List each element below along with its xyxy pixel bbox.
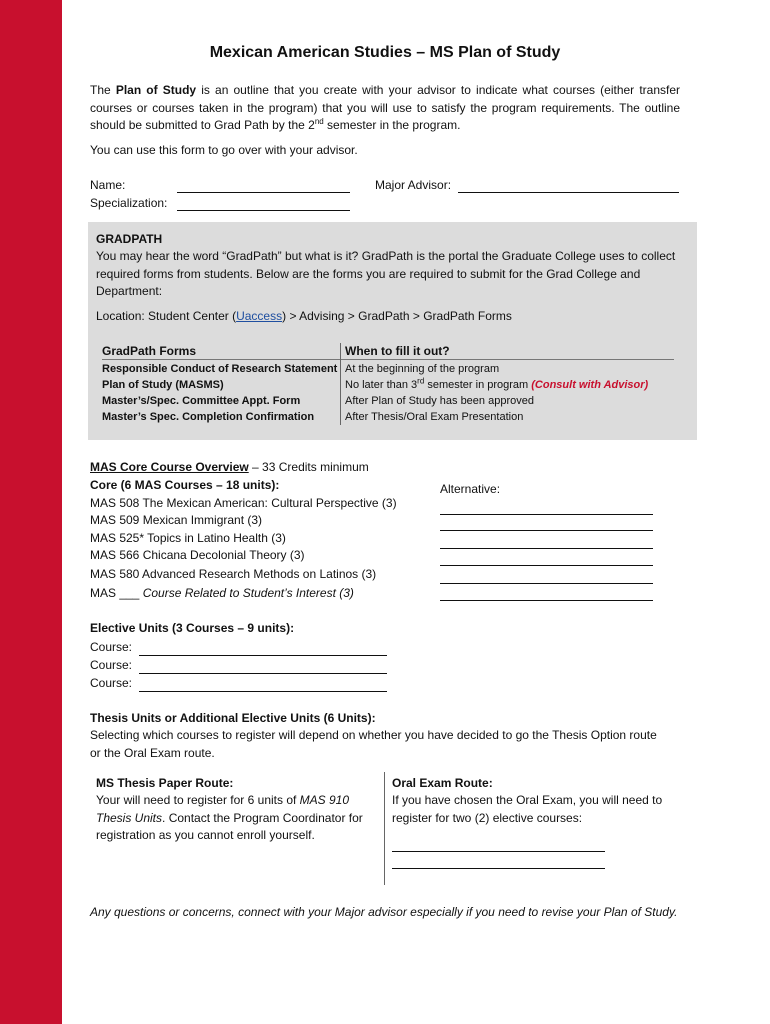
oral-exam-body: If you have chosen the Oral Exam, you will need to register for two (2) elective courses:: [392, 793, 663, 825]
specialization-field[interactable]: [177, 198, 350, 211]
table-cell-when: After Thesis/Oral Exam Presentation: [345, 411, 524, 423]
name-field[interactable]: [177, 180, 350, 193]
core-overview-label: MAS Core Course Overview: [90, 460, 249, 474]
elective-course-field-1[interactable]: [139, 643, 387, 656]
alternative-field-6[interactable]: [440, 586, 653, 601]
elective-course-label: Course:: [90, 676, 133, 690]
interest-pre: MAS ___: [90, 586, 143, 600]
interest-italic: Course Related to Student’s Interest (3): [142, 586, 354, 600]
elective-course-label: Course:: [90, 640, 133, 654]
alternative-field-4[interactable]: [440, 551, 653, 566]
use-form-text: You can use this form to go over with your advisor.: [90, 143, 358, 157]
core-course: MAS 566 Chicana Decolonial Theory (3): [90, 548, 305, 562]
red-side-bar: [0, 0, 62, 1024]
table-cell-when: After Plan of Study has been approved: [345, 395, 534, 407]
core-course: MAS 525* Topics in Latino Health (3): [90, 531, 286, 545]
consult-advisor-note: (Consult with Advisor): [531, 379, 649, 391]
major-advisor-field[interactable]: [458, 180, 679, 193]
alternative-label: Alternative:: [440, 482, 501, 496]
when-pre: No later than 3: [345, 379, 418, 391]
alternative-field-2[interactable]: [440, 516, 653, 531]
table-cell-when: At the beginning of the program: [345, 363, 500, 375]
core-course-interest: [90, 585, 354, 603]
when-mid: semester in program: [424, 379, 532, 391]
table-cell-when: [345, 377, 648, 393]
elective-course-label: Course:: [90, 658, 133, 672]
elective-heading: Elective Units (3 Courses – 9 units):: [90, 621, 295, 635]
table-header-when: When to fill it out?: [345, 344, 450, 358]
table-row: Master’s/Spec. Committee Appt. Form: [102, 395, 301, 407]
paper-post: . Contact the Program Coordinator for registration as you cannot enroll yourself.: [96, 810, 363, 842]
oral-elective-field-1[interactable]: [392, 837, 605, 852]
major-advisor-label: Major Advisor:: [375, 178, 452, 192]
elective-course-field-2[interactable]: [139, 661, 387, 674]
route-divider: [384, 772, 385, 885]
gradpath-location: [96, 308, 512, 326]
footer-note: Any questions or concerns, connect with your Major advisor especially if you need to revise your Plan of Study.: [90, 905, 678, 919]
core-course: MAS 508 The Mexican American: Cultural Perspective (3): [90, 496, 397, 510]
table-row: Plan of Study (MASMS): [102, 379, 224, 391]
oral-exam-heading: Oral Exam Route:: [392, 776, 493, 790]
table-row: Master’s Spec. Completion Confirmation: [102, 411, 315, 423]
table-column-divider: [340, 343, 341, 425]
intro-text-post: semester in the program.: [323, 118, 461, 132]
alternative-field-5[interactable]: [440, 569, 653, 584]
alternative-field-1[interactable]: [440, 500, 653, 515]
paper-italic: MAS 910 Thesis Units: [96, 793, 350, 825]
gradpath-heading: GRADPATH: [96, 232, 163, 246]
intro-sup: nd: [314, 117, 324, 126]
thesis-paper-body: [96, 792, 376, 845]
location-post: ) > Advising > GradPath > GradPath Forms: [282, 309, 512, 323]
core-label: Core (6 MAS Courses – 18 units):: [90, 478, 280, 492]
table-row: Responsible Conduct of Research Statement: [102, 363, 338, 375]
alternative-field-3[interactable]: [440, 534, 653, 549]
intro-bold: Plan of Study: [115, 83, 197, 97]
specialization-label: Specialization:: [90, 196, 168, 210]
thesis-heading: Thesis Units or Additional Elective Units (6 Units):: [90, 711, 376, 725]
thesis-paper-heading: MS Thesis Paper Route:: [96, 776, 234, 790]
intro-text-mid: is an outline that you create with your advisor to indicate what courses (either transfer courses or courses taken in the program) that you will use to satisfy the program requirements. The outline should be submitted to Grad Path by the 2: [90, 83, 680, 132]
oral-elective-field-2[interactable]: [392, 854, 605, 869]
core-course: MAS 509 Mexican Immigrant (3): [90, 513, 263, 527]
intro-text-pre: The: [90, 83, 116, 97]
core-course: MAS 580 Advanced Research Methods on Latinos (3): [90, 567, 377, 581]
table-header-forms: GradPath Forms: [102, 344, 197, 358]
name-label: Name:: [90, 178, 126, 192]
paper-pre: Your will need to register for 6 units of: [96, 793, 300, 807]
table-header-rule: [102, 359, 674, 360]
uaccess-link[interactable]: Uaccess: [236, 309, 283, 323]
location-pre: Location: Student Center (: [96, 309, 237, 323]
core-overview-rest: – 33 Credits minimum: [248, 460, 369, 474]
intro-paragraph: [90, 82, 680, 135]
page-title: Mexican American Studies – MS Plan of Study: [209, 44, 561, 61]
gradpath-body: You may hear the word “GradPath” but what is it? GradPath is the portal the Graduate College uses to collect required forms from students. Below are the forms you are required to submit for the Grad College and Department:: [96, 249, 676, 298]
when-sup: rd: [417, 376, 425, 386]
thesis-body: Selecting which courses to register will depend on whether you have decided to go the Thesis Option route or the Oral Exam route.: [90, 728, 657, 760]
elective-course-field-3[interactable]: [139, 679, 387, 692]
core-overview: [90, 459, 369, 477]
